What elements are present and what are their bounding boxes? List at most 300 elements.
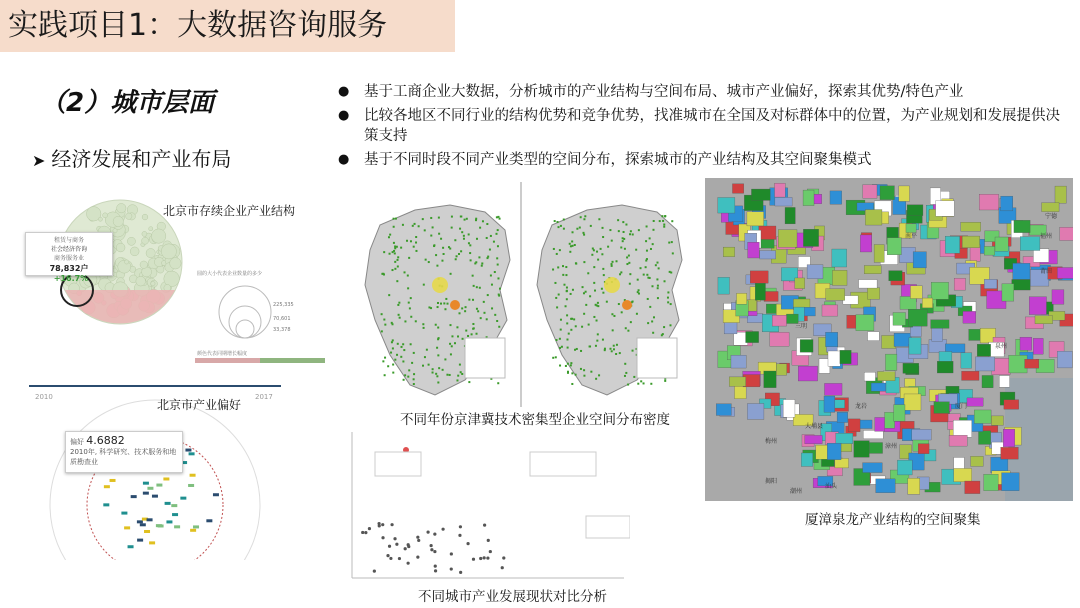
density-dot	[477, 310, 479, 312]
region-cell	[991, 457, 1008, 472]
density-dot	[566, 339, 568, 341]
city-label: 揭阳	[765, 478, 778, 485]
density-dot	[583, 218, 585, 220]
region-cell	[962, 236, 979, 248]
density-dot	[663, 326, 665, 328]
region-cell	[826, 289, 845, 301]
region-cell	[1035, 316, 1053, 324]
region-cell	[867, 288, 879, 300]
density-dot	[628, 262, 630, 264]
density-dot	[478, 256, 480, 258]
density-dot	[428, 306, 430, 308]
density-dot	[592, 248, 594, 250]
density-dot	[437, 381, 439, 383]
density-dot	[667, 301, 669, 303]
scatter-point	[433, 550, 436, 553]
jjj-map-right	[537, 205, 682, 395]
bullet-list	[338, 82, 1068, 174]
region-cell	[893, 313, 906, 326]
density-dot	[657, 297, 659, 299]
radial-mark	[189, 452, 195, 455]
density-dot	[422, 365, 424, 367]
bubble	[113, 216, 123, 226]
city-label: 莆田	[1040, 268, 1053, 275]
density-dot	[383, 251, 385, 253]
region-cell	[936, 201, 955, 217]
density-dot	[667, 297, 669, 299]
density-dot	[607, 246, 609, 248]
density-dot	[489, 249, 491, 251]
year-left: 2010	[35, 393, 53, 401]
density-dot	[566, 322, 568, 324]
region-cell	[860, 235, 871, 252]
density-dot	[440, 238, 442, 240]
density-dot	[413, 246, 415, 248]
region-map-graphic	[705, 178, 1073, 501]
scatter-point	[389, 557, 392, 560]
region-cell	[856, 315, 874, 331]
density-dot	[643, 382, 645, 384]
region-cell	[840, 443, 851, 451]
density-dot	[664, 280, 666, 282]
density-dot	[558, 294, 560, 296]
region-cell	[746, 331, 759, 342]
region-cell	[828, 351, 840, 366]
density-hotspot	[604, 277, 620, 293]
density-dot	[566, 290, 568, 292]
density-dot	[579, 227, 581, 229]
density-dot	[584, 215, 586, 217]
density-dot	[491, 307, 493, 309]
density-dot	[574, 244, 576, 246]
density-dot	[571, 383, 573, 385]
density-dot	[619, 273, 621, 275]
density-dot	[482, 220, 484, 222]
region-cell	[1014, 220, 1030, 232]
density-dot	[626, 256, 628, 258]
region-cell	[837, 412, 848, 422]
density-dot	[645, 266, 647, 268]
region-cell	[803, 190, 814, 206]
region-cell	[832, 270, 847, 285]
density-dot	[402, 224, 404, 226]
density-dot	[601, 288, 603, 290]
density-dot	[422, 218, 424, 220]
density-dot	[473, 285, 475, 287]
region-cell	[775, 183, 786, 197]
subsection-label: 经济发展和产业布局	[51, 147, 232, 171]
density-dot	[418, 225, 420, 227]
density-dot	[594, 290, 596, 292]
density-dot	[445, 298, 447, 300]
density-dot	[436, 375, 438, 377]
radial-mark	[131, 495, 137, 498]
tooltip-desc: 质勘查业	[70, 458, 98, 466]
density-dot	[638, 289, 640, 291]
tooltip-line: 商务服务业	[53, 255, 84, 262]
density-dot	[471, 333, 473, 335]
density-dot	[486, 237, 488, 239]
region-cell	[776, 364, 786, 375]
region-cell	[783, 400, 795, 418]
density-dot	[412, 225, 414, 227]
region-cell	[995, 237, 1008, 251]
region-cell	[910, 286, 922, 299]
density-dot	[432, 372, 434, 374]
region-cell	[945, 236, 959, 253]
density-dot	[407, 287, 409, 289]
density-dot	[595, 378, 597, 380]
density-dot	[435, 254, 437, 256]
density-dot	[576, 228, 578, 230]
density-dot	[461, 373, 463, 375]
bubble	[103, 213, 108, 218]
region-cell	[1025, 359, 1039, 368]
density-dot	[481, 262, 483, 264]
density-dot	[590, 371, 592, 373]
density-dot	[403, 349, 405, 351]
density-dot	[443, 302, 445, 304]
region-cell	[954, 278, 965, 290]
arrow-bullet-icon: ➤	[32, 151, 46, 170]
region-cell	[785, 207, 795, 223]
density-dot	[457, 375, 459, 377]
density-dot	[636, 313, 638, 315]
density-dot	[629, 273, 631, 275]
density-dot	[414, 223, 416, 225]
density-dot	[618, 303, 620, 305]
density-dot	[397, 304, 399, 306]
density-dot	[491, 284, 493, 286]
density-dot	[384, 357, 386, 359]
density-dot	[388, 236, 390, 238]
radial-mark	[124, 526, 130, 529]
density-dot	[561, 346, 563, 348]
density-dot	[617, 219, 619, 221]
scatter-point	[441, 528, 444, 531]
density-dot	[460, 250, 462, 252]
density-dot	[554, 282, 556, 284]
density-dot	[581, 326, 583, 328]
density-dot	[475, 218, 477, 220]
density-dot	[486, 223, 488, 225]
density-dot	[468, 381, 470, 383]
density-dot	[557, 266, 559, 268]
region-cell	[798, 366, 817, 381]
density-dot	[497, 382, 499, 384]
density-dot	[497, 245, 499, 247]
region-cell	[918, 444, 929, 454]
density-hotspot	[450, 300, 460, 310]
density-dot	[661, 215, 663, 217]
region-cell	[1057, 267, 1073, 278]
density-dot	[576, 348, 578, 350]
region-cell	[984, 279, 997, 288]
density-dot	[402, 360, 404, 362]
size-legend-value: 225,335	[273, 302, 294, 308]
color-scale-title: 颜色代表同期增长幅度	[197, 351, 248, 357]
radial-mark	[137, 520, 143, 523]
density-dot	[404, 320, 406, 322]
radial-chart-panel	[25, 383, 287, 560]
jjj-maps-panel	[355, 182, 700, 428]
bubble	[130, 247, 139, 256]
density-dot	[449, 374, 451, 376]
density-dot	[382, 360, 384, 362]
density-dot	[483, 301, 485, 303]
radial-mark	[163, 477, 169, 480]
bubble	[161, 244, 176, 259]
density-dot	[624, 248, 626, 250]
density-dot	[566, 298, 568, 300]
density-dot	[391, 269, 393, 271]
density-dot	[646, 274, 648, 276]
density-dot	[630, 321, 632, 323]
density-dot	[435, 324, 437, 326]
density-dot	[555, 297, 557, 299]
radial-mark	[104, 485, 110, 488]
region-cell	[912, 429, 931, 440]
region-cell	[982, 375, 993, 387]
region-cell	[869, 443, 882, 454]
density-dot	[649, 306, 651, 308]
region-cell	[999, 376, 1009, 388]
region-cell	[961, 353, 972, 368]
density-dot	[651, 285, 653, 287]
density-dot	[437, 327, 439, 329]
density-dot	[423, 327, 425, 329]
scatter-point	[404, 547, 407, 550]
region-cell	[1003, 429, 1015, 447]
scatter-caption: 不同城市产业发展现状对比分析	[418, 589, 607, 605]
bubble	[151, 281, 155, 285]
density-dot	[437, 302, 439, 304]
density-dot	[604, 348, 606, 350]
scatter-point	[486, 556, 489, 559]
bubble	[164, 271, 180, 287]
bubble	[117, 203, 126, 212]
region-cell	[882, 335, 896, 348]
region-cell	[805, 435, 823, 443]
density-dot	[555, 356, 557, 358]
density-dot	[583, 369, 585, 371]
density-dot	[562, 265, 564, 267]
density-dot	[652, 243, 654, 245]
density-dot	[575, 262, 577, 264]
scatter-point	[459, 571, 462, 574]
density-dot	[590, 225, 592, 227]
density-dot	[602, 292, 604, 294]
density-dot	[600, 248, 602, 250]
region-cell	[1001, 196, 1013, 211]
density-dot	[563, 228, 565, 230]
city-label: 汕头	[825, 483, 838, 490]
density-dot	[393, 218, 395, 220]
city-label: 大埔县	[805, 423, 824, 430]
region-cell	[824, 383, 842, 395]
density-dot	[451, 345, 453, 347]
region-cell	[897, 460, 912, 475]
density-dot	[498, 295, 500, 297]
radial-mark	[152, 495, 158, 498]
density-dot	[630, 230, 632, 232]
density-dot	[400, 356, 402, 358]
scatter-point	[373, 570, 376, 573]
density-dot	[398, 314, 400, 316]
density-dot	[415, 320, 417, 322]
bubble	[146, 248, 155, 257]
density-dot	[444, 308, 446, 310]
region-cell	[908, 309, 927, 326]
scatter-point	[483, 524, 486, 527]
scatter-point	[398, 557, 401, 560]
scatter-point	[361, 531, 364, 534]
scatter-point	[393, 537, 396, 540]
region-cell	[877, 371, 895, 380]
density-dot	[464, 219, 466, 221]
density-dot	[643, 274, 645, 276]
density-dot	[601, 253, 603, 255]
density-dot	[645, 240, 647, 242]
region-cell	[748, 242, 760, 258]
jjj-maps-graphic	[355, 182, 700, 407]
density-dot	[479, 287, 481, 289]
density-dot	[597, 302, 599, 304]
density-dot	[470, 259, 472, 261]
density-dot	[456, 326, 458, 328]
density-dot	[424, 356, 426, 358]
region-cell	[934, 402, 949, 414]
region-cell	[770, 332, 789, 346]
density-dot	[423, 284, 425, 286]
density-dot	[602, 339, 604, 341]
density-dot	[391, 341, 393, 343]
bubble	[170, 258, 181, 269]
density-dot	[552, 357, 554, 359]
city-label: 福州	[1040, 233, 1053, 240]
city-label: 南平	[905, 233, 918, 240]
density-dot	[496, 257, 498, 259]
density-dot	[472, 275, 474, 277]
density-dot	[457, 335, 459, 337]
density-dot	[627, 330, 629, 332]
density-dot	[497, 264, 499, 266]
region-cell	[894, 405, 905, 422]
density-dot	[411, 362, 413, 364]
density-dot	[410, 240, 412, 242]
density-dot	[563, 284, 565, 286]
density-dot	[565, 305, 567, 307]
region-cell	[880, 186, 894, 200]
density-dot	[671, 220, 673, 222]
density-dot	[589, 295, 591, 297]
scatter-point	[388, 545, 391, 548]
density-dot	[570, 329, 572, 331]
region-cell	[764, 371, 776, 388]
region-cell	[750, 271, 768, 283]
region-cell	[1002, 284, 1014, 301]
density-dot	[432, 368, 434, 370]
bubble	[140, 261, 148, 269]
region-cell	[1004, 400, 1019, 410]
density-dot	[449, 248, 451, 250]
density-dot	[652, 229, 654, 231]
density-dot	[393, 226, 395, 228]
radial-mark	[213, 493, 219, 496]
density-dot	[446, 374, 448, 376]
density-dot	[655, 264, 657, 266]
region-cell	[840, 350, 851, 363]
density-dot	[497, 277, 499, 279]
region-cell	[1002, 473, 1020, 491]
scatter-point	[459, 525, 462, 528]
density-dot	[566, 287, 568, 289]
density-dot	[624, 363, 626, 365]
radial-mark	[128, 545, 134, 548]
density-dot	[437, 354, 439, 356]
density-dot	[669, 324, 671, 326]
density-dot	[407, 275, 409, 277]
bubble	[142, 237, 149, 244]
radial-mark	[147, 518, 153, 521]
density-dot	[393, 250, 395, 252]
density-dot	[495, 233, 497, 235]
radial-mark	[166, 520, 172, 523]
section-heading: （2）城市层面	[40, 88, 215, 118]
density-dot	[611, 350, 613, 352]
region-cell	[922, 298, 932, 308]
region-cell	[931, 282, 948, 299]
density-dot	[408, 257, 410, 259]
density-dot	[468, 242, 470, 244]
density-dot	[462, 338, 464, 340]
density-dot	[437, 306, 439, 308]
density-dot	[432, 226, 434, 228]
region-cell	[961, 222, 981, 231]
density-dot	[480, 317, 482, 319]
density-dot	[497, 229, 499, 231]
region-cell	[760, 251, 776, 259]
density-dot	[565, 365, 567, 367]
region-cell	[775, 197, 792, 206]
density-dot	[583, 375, 585, 377]
radial-tooltip	[65, 431, 183, 473]
density-dot	[571, 318, 573, 320]
scatter-point	[458, 534, 461, 537]
region-cell	[1033, 249, 1048, 262]
bubble	[149, 227, 153, 231]
bubble	[127, 237, 135, 245]
city-label: 宁德	[1045, 213, 1058, 220]
density-dot	[664, 380, 666, 382]
bubble	[125, 260, 129, 264]
density-dot	[384, 374, 386, 376]
region-cell	[885, 412, 895, 428]
density-dot	[394, 268, 396, 270]
density-dot	[398, 302, 400, 304]
density-dot	[624, 375, 626, 377]
density-dot	[637, 383, 639, 385]
region-cell	[822, 305, 838, 316]
scatter-point	[479, 557, 482, 560]
region-cell	[1055, 186, 1066, 203]
density-dot	[413, 383, 415, 385]
density-dot	[652, 332, 654, 334]
density-dot	[461, 231, 463, 233]
density-dot	[565, 266, 567, 268]
tooltip-change: +16.7%	[53, 274, 89, 283]
region-cell	[751, 189, 770, 200]
